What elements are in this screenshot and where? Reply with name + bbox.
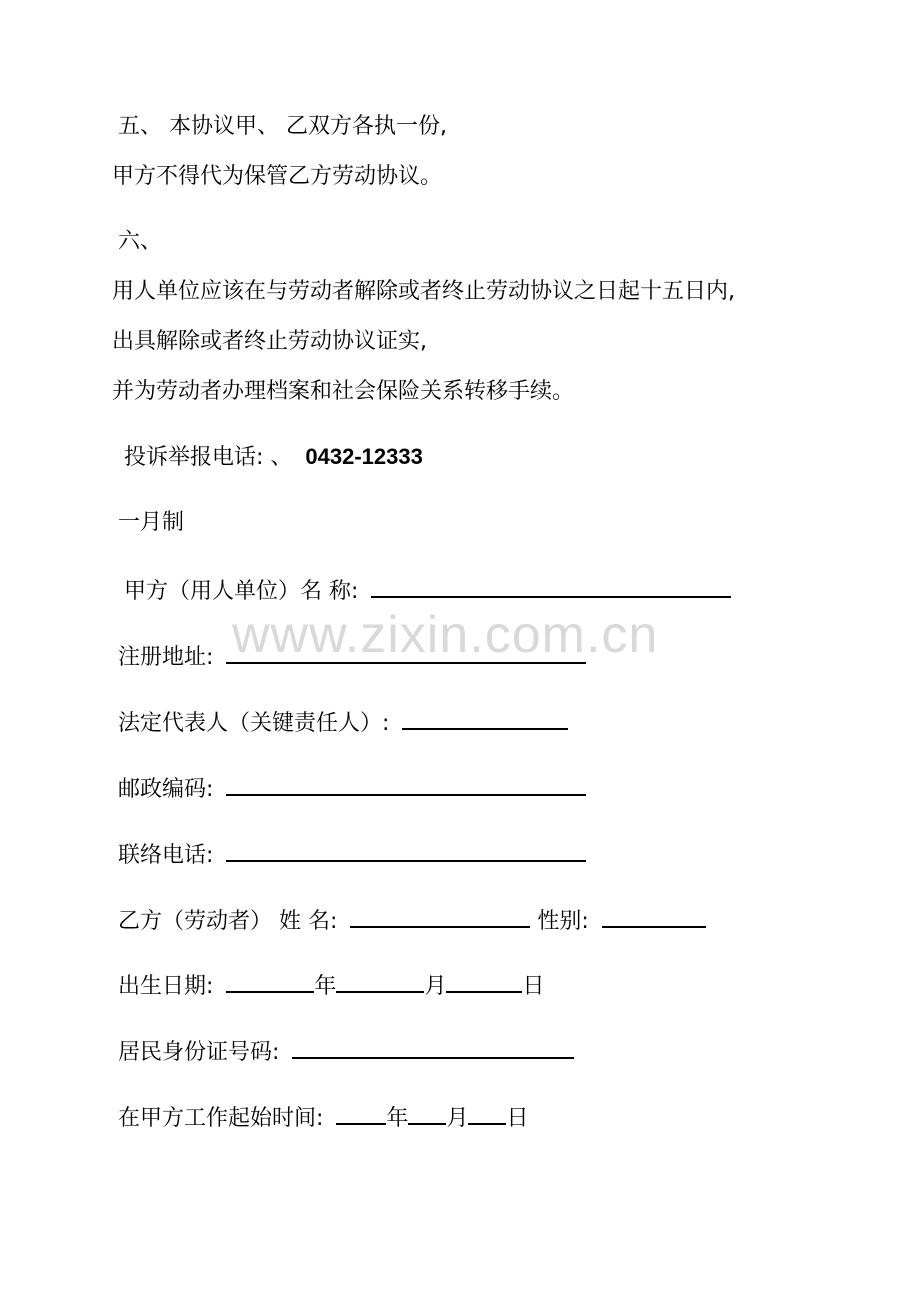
watermark: www.zixin.com.cn <box>232 606 659 664</box>
legal-rep-label: 法定代表人（关键责任人）: <box>118 711 390 736</box>
postal-code-row <box>118 772 586 802</box>
contact-phone-label: 联络电话: <box>118 843 214 868</box>
complaint-phone: 0432-12333 <box>305 444 423 469</box>
postal-code-blank[interactable] <box>226 772 586 796</box>
start-month-unit: 月 <box>446 1106 469 1131</box>
legal-rep-blank[interactable] <box>402 706 568 730</box>
birth-day-blank[interactable] <box>446 969 522 993</box>
clause-six-line-2: 出具解除或者终止劳动协议证实, <box>112 329 427 354</box>
id-number-row <box>118 1035 574 1065</box>
postal-code-label: 邮政编码: <box>118 777 214 802</box>
birth-month-unit: 月 <box>424 974 447 999</box>
legal-rep-row <box>118 706 568 736</box>
birth-date-row <box>118 969 544 999</box>
start-time-row <box>118 1101 528 1131</box>
birth-date-label: 出生日期: <box>118 974 214 999</box>
start-month-blank[interactable] <box>408 1101 446 1125</box>
party-a-name-blank[interactable] <box>371 574 731 598</box>
clause-five-heading: 五、 本协议甲、 乙双方各执一份, <box>118 114 447 139</box>
gender-label: 性别: <box>537 909 589 934</box>
birth-month-blank[interactable] <box>336 969 424 993</box>
party-b-row <box>118 904 706 934</box>
birth-day-unit: 日 <box>522 974 545 999</box>
contact-phone-blank[interactable] <box>226 838 586 862</box>
reg-address-blank[interactable] <box>226 640 586 664</box>
birth-year-blank[interactable] <box>226 969 314 993</box>
start-day-blank[interactable] <box>468 1101 506 1125</box>
start-year-blank[interactable] <box>336 1101 386 1125</box>
clause-six-heading: 六、 <box>118 229 163 254</box>
id-number-blank[interactable] <box>292 1035 574 1059</box>
clause-five-text: 甲方不得代为保管乙方劳动协议。 <box>112 164 443 189</box>
party-b-name-blank[interactable] <box>350 904 530 928</box>
party-a-name-row <box>124 574 731 604</box>
reg-address-row <box>118 640 586 670</box>
party-a-name-label: 甲方（用人单位）名 称: <box>124 579 359 604</box>
complaint-label: 投诉举报电话: 、 <box>124 445 293 470</box>
start-day-unit: 日 <box>506 1106 529 1131</box>
issuer-note: 一月制 <box>118 510 185 535</box>
id-number-label: 居民身份证号码: <box>118 1040 280 1065</box>
gender-blank[interactable] <box>602 904 706 928</box>
start-year-unit: 年 <box>386 1106 409 1131</box>
clause-six-line-3: 并为劳动者办理档案和社会保险关系转移手续。 <box>112 379 575 404</box>
start-time-label: 在甲方工作起始时间: <box>118 1106 324 1131</box>
complaint-hotline <box>124 442 423 472</box>
clause-six-line-1: 用人单位应该在与劳动者解除或者终止劳动协议之日起十五日内, <box>112 279 735 304</box>
contact-phone-row <box>118 838 586 868</box>
party-b-name-label: 乙方（劳动者） 姓 名: <box>118 909 338 934</box>
reg-address-label: 注册地址: <box>118 645 214 670</box>
birth-year-unit: 年 <box>314 974 337 999</box>
